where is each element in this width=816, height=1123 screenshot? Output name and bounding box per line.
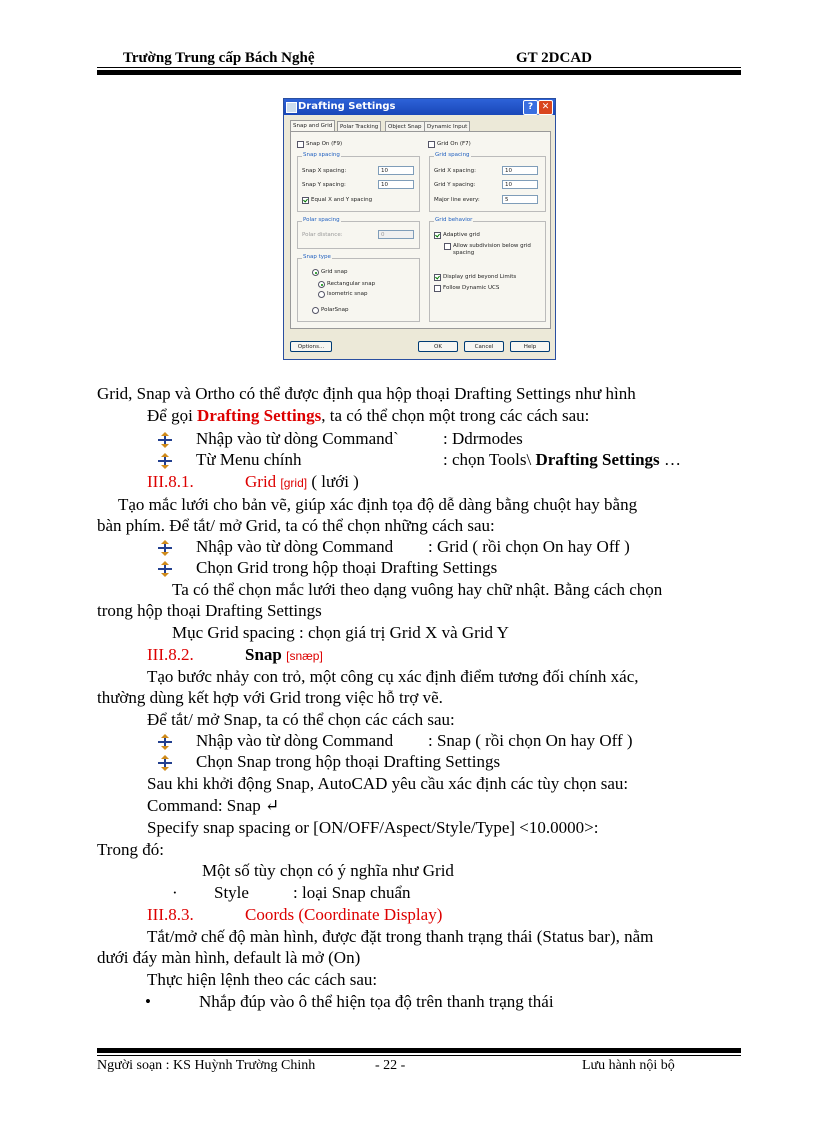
help-button[interactable]: Help [510,341,550,352]
menu-prefix: : chọn Tools\ [443,450,536,469]
grid-y-label: Grid Y spacing: [434,182,476,188]
major-line-input[interactable]: 5 [502,195,538,204]
footer-note: Lưu hành nội bộ [582,1058,675,1073]
text-call-a: Để gọi [147,406,198,425]
snap-y-input[interactable]: 10 [378,180,414,189]
drafting-settings-dialog [283,98,556,360]
snap-type-group [297,254,420,322]
adaptive-grid-label: Adaptive grid [443,232,480,238]
section-number-grid: III.8.1. [147,472,194,491]
beyond-limits-checkbox[interactable] [434,274,441,281]
snap-spacing-group [297,152,420,212]
grid-behavior-label: Grid behavior [435,217,473,223]
beyond-limits-label: Display grid beyond Limits [443,274,517,280]
text-coords-methods: Thực hiện lệnh theo các cách sau: [147,970,378,989]
subdivision-label: Allow subdivision below grid spacing [453,243,531,256]
bullet-command-label: Nhập vào từ dòng Command` [196,429,399,448]
tab-object-snap[interactable]: Object Snap [385,121,425,132]
isometric-snap-radio[interactable] [318,291,325,298]
text-snap-command: Command: Snap ↵ [147,796,280,815]
footer-page-number: - 22 - [375,1058,406,1073]
snap-title: Snap [245,645,282,664]
snap-grid-panel [290,131,551,329]
text-intro: Grid, Snap và Ortho có thể được định qua hộp thoại Drafting Settings như hình [97,384,636,403]
header-rule-thin [97,67,741,68]
text-style-value: : loại Snap chuẩn [293,883,411,902]
snap-ipa: [snæp] [286,649,323,663]
bullet-menu-value [443,450,681,470]
snap-on-label: Snap On (F9) [306,141,343,147]
bullet-icon [157,755,173,771]
bullet-dot: · [172,883,178,902]
bullet-icon [157,734,173,750]
header-school: Trường Trung cấp Bách Nghệ [123,50,315,66]
polarsnap-radio[interactable] [312,307,319,314]
app-icon [286,102,297,113]
tab-polar-tracking[interactable]: Polar Tracking [337,121,381,132]
text-options-like-grid: Một số tùy chọn có ý nghĩa như Grid [202,861,454,880]
bullet-grid-command: Nhập vào từ dòng Command [196,537,394,556]
text-grid-shape-1: Ta có thể chọn mắc lưới theo dạng vuông hay chữ nhật. Bằng cách chọn [172,580,663,599]
text-snap-desc-2: thường dùng kết hợp với Grid trong việc hỗ trợ vẽ. [97,688,443,707]
bullet-snap-command: Nhập vào từ dòng Command [196,731,394,750]
equal-spacing-label: Equal X and Y spacing [311,197,373,203]
text-call-methods [147,406,589,426]
bullet-grid-dialog: Chọn Grid trong hộp thoại Drafting Settings [196,558,498,577]
grid-title: Grid [245,472,277,491]
snap-type-label: Snap type [303,254,331,260]
grid-snap-radio[interactable] [312,269,319,276]
bullet-icon [157,561,173,577]
bullet-menu-label: Từ Menu chính [196,450,302,469]
menu-bold: Drafting Settings [535,450,660,469]
bullet-icon [157,453,173,469]
section-number-coords: III.8.3. [147,905,194,924]
polar-distance-label: Polar distance: [302,232,343,238]
grid-on-checkbox[interactable] [428,141,435,148]
snap-spacing-label: Snap spacing [303,152,340,158]
snap-x-label: Snap X spacing: [302,168,347,174]
close-icon[interactable]: ✕ [538,100,553,115]
grid-spacing-label: Grid spacing [435,152,470,158]
dialog-titlebar [284,99,555,115]
snap-on-checkbox[interactable] [297,141,304,148]
section-title-coords: Coords (Coordinate Display) [245,905,443,924]
help-icon[interactable]: ? [523,100,538,115]
major-line-label: Major line every: [434,197,480,203]
dynamic-ucs-label: Follow Dynamic UCS [443,285,500,291]
rectangular-snap-label: Rectangular snap [327,281,376,287]
bullet-snap-dialog: Chọn Snap trong hộp thoại Drafting Settings [196,752,501,771]
text-coords-desc-1: Tắt/mở chế độ màn hình, được đặt trong thanh trạng thái (Status bar), nằm [147,927,654,946]
grid-x-label: Grid X spacing: [434,168,476,174]
ok-button[interactable]: OK [418,341,458,352]
dialog-title: Drafting Settings [298,101,396,112]
footer-rule-thin [97,1055,741,1056]
tab-dynamic-input[interactable]: Dynamic Input [424,121,470,132]
grid-behavior-group [429,217,546,322]
grid-spacing-group [429,152,546,212]
text-grid-spacing: Mục Grid spacing : chọn giá trị Grid X và Grid Y [172,623,509,642]
text-snap-desc-1: Tạo bước nhảy con trỏ, một công cụ xác định điểm tương đối chính xác, [147,667,639,686]
text-snap-toggle: Để tắt/ mở Snap, ta có thể chọn các cách sau: [147,710,455,729]
equal-spacing-checkbox[interactable] [302,197,309,204]
grid-y-input[interactable]: 10 [502,180,538,189]
text-where: Trong đó: [97,840,164,859]
text-grid-shape-2: trong hộp thoại Drafting Settings [97,601,322,620]
snap-y-label: Snap Y spacing: [302,182,346,188]
section-number-snap: III.8.2. [147,645,194,664]
grid-x-input[interactable]: 10 [502,166,538,175]
rectangular-snap-radio[interactable] [318,281,325,288]
bullet-icon [157,432,173,448]
grid-ipa: [grid] [280,476,308,490]
options-button[interactable]: Options... [290,341,332,352]
isometric-snap-label: Isometric snap [327,291,368,297]
dynamic-ucs-checkbox[interactable] [434,285,441,292]
section-title-grid [245,472,359,492]
footer-rule-thick [97,1048,741,1053]
bullet-icon [157,540,173,556]
polar-spacing-label: Polar spacing [303,217,340,223]
text-grid-desc-1: Tạo mắc lưới cho bản vẽ, giúp xác định tọa độ dễ dàng bằng chuột hay bằng [118,495,638,514]
header-rule-thick [97,70,741,75]
text-style-label: Style [214,883,249,902]
header-course: GT 2DCAD [516,50,592,66]
bullet-grid-command-value: : Grid ( rồi chọn On hay Off ) [428,537,630,556]
text-coords-doubleclick: Nhắp đúp vào ô thể hiện tọa độ trên thanh trạng thái [199,992,554,1011]
polar-distance-input[interactable]: 0 [378,230,414,239]
grid-snap-label: Grid snap [321,269,348,275]
bullet-command-value: : Ddrmodes [443,429,523,448]
snap-x-input[interactable]: 10 [378,166,414,175]
grid-meaning: ( lưới ) [311,472,359,491]
polarsnap-label: PolarSnap [321,307,349,313]
polar-spacing-group [297,217,420,249]
text-call-c: , ta có thể chọn một trong các cách sau: [321,406,590,425]
cancel-button[interactable]: Cancel [464,341,504,352]
text-snap-start: Sau khi khởi động Snap, AutoCAD yêu cầu xác định các tùy chọn sau: [147,774,629,793]
footer-author: Người soạn : KS Huỳnh Trường Chinh [97,1058,316,1073]
section-title-snap [245,645,323,665]
text-coords-desc-2: dưới đáy màn hình, default là mở (On) [97,948,361,967]
menu-ellipsis: … [659,450,681,469]
text-grid-desc-2: bàn phím. Để tắt/ mở Grid, ta có thể chọn những cách sau: [97,516,495,535]
bullet-dot: • [145,992,151,1011]
bullet-snap-command-value: : Snap ( rồi chọn On hay Off ) [428,731,633,750]
tab-snap-and-grid[interactable]: Snap and Grid [290,120,335,132]
text-call-b: Drafting Settings [197,406,322,425]
grid-on-label: Grid On (F7) [437,141,471,147]
adaptive-grid-checkbox[interactable] [434,232,441,239]
text-snap-prompt: Specify snap spacing or [ON/OFF/Aspect/Style/Type] <10.0000>: [147,818,599,837]
subdivision-checkbox[interactable] [444,243,451,250]
